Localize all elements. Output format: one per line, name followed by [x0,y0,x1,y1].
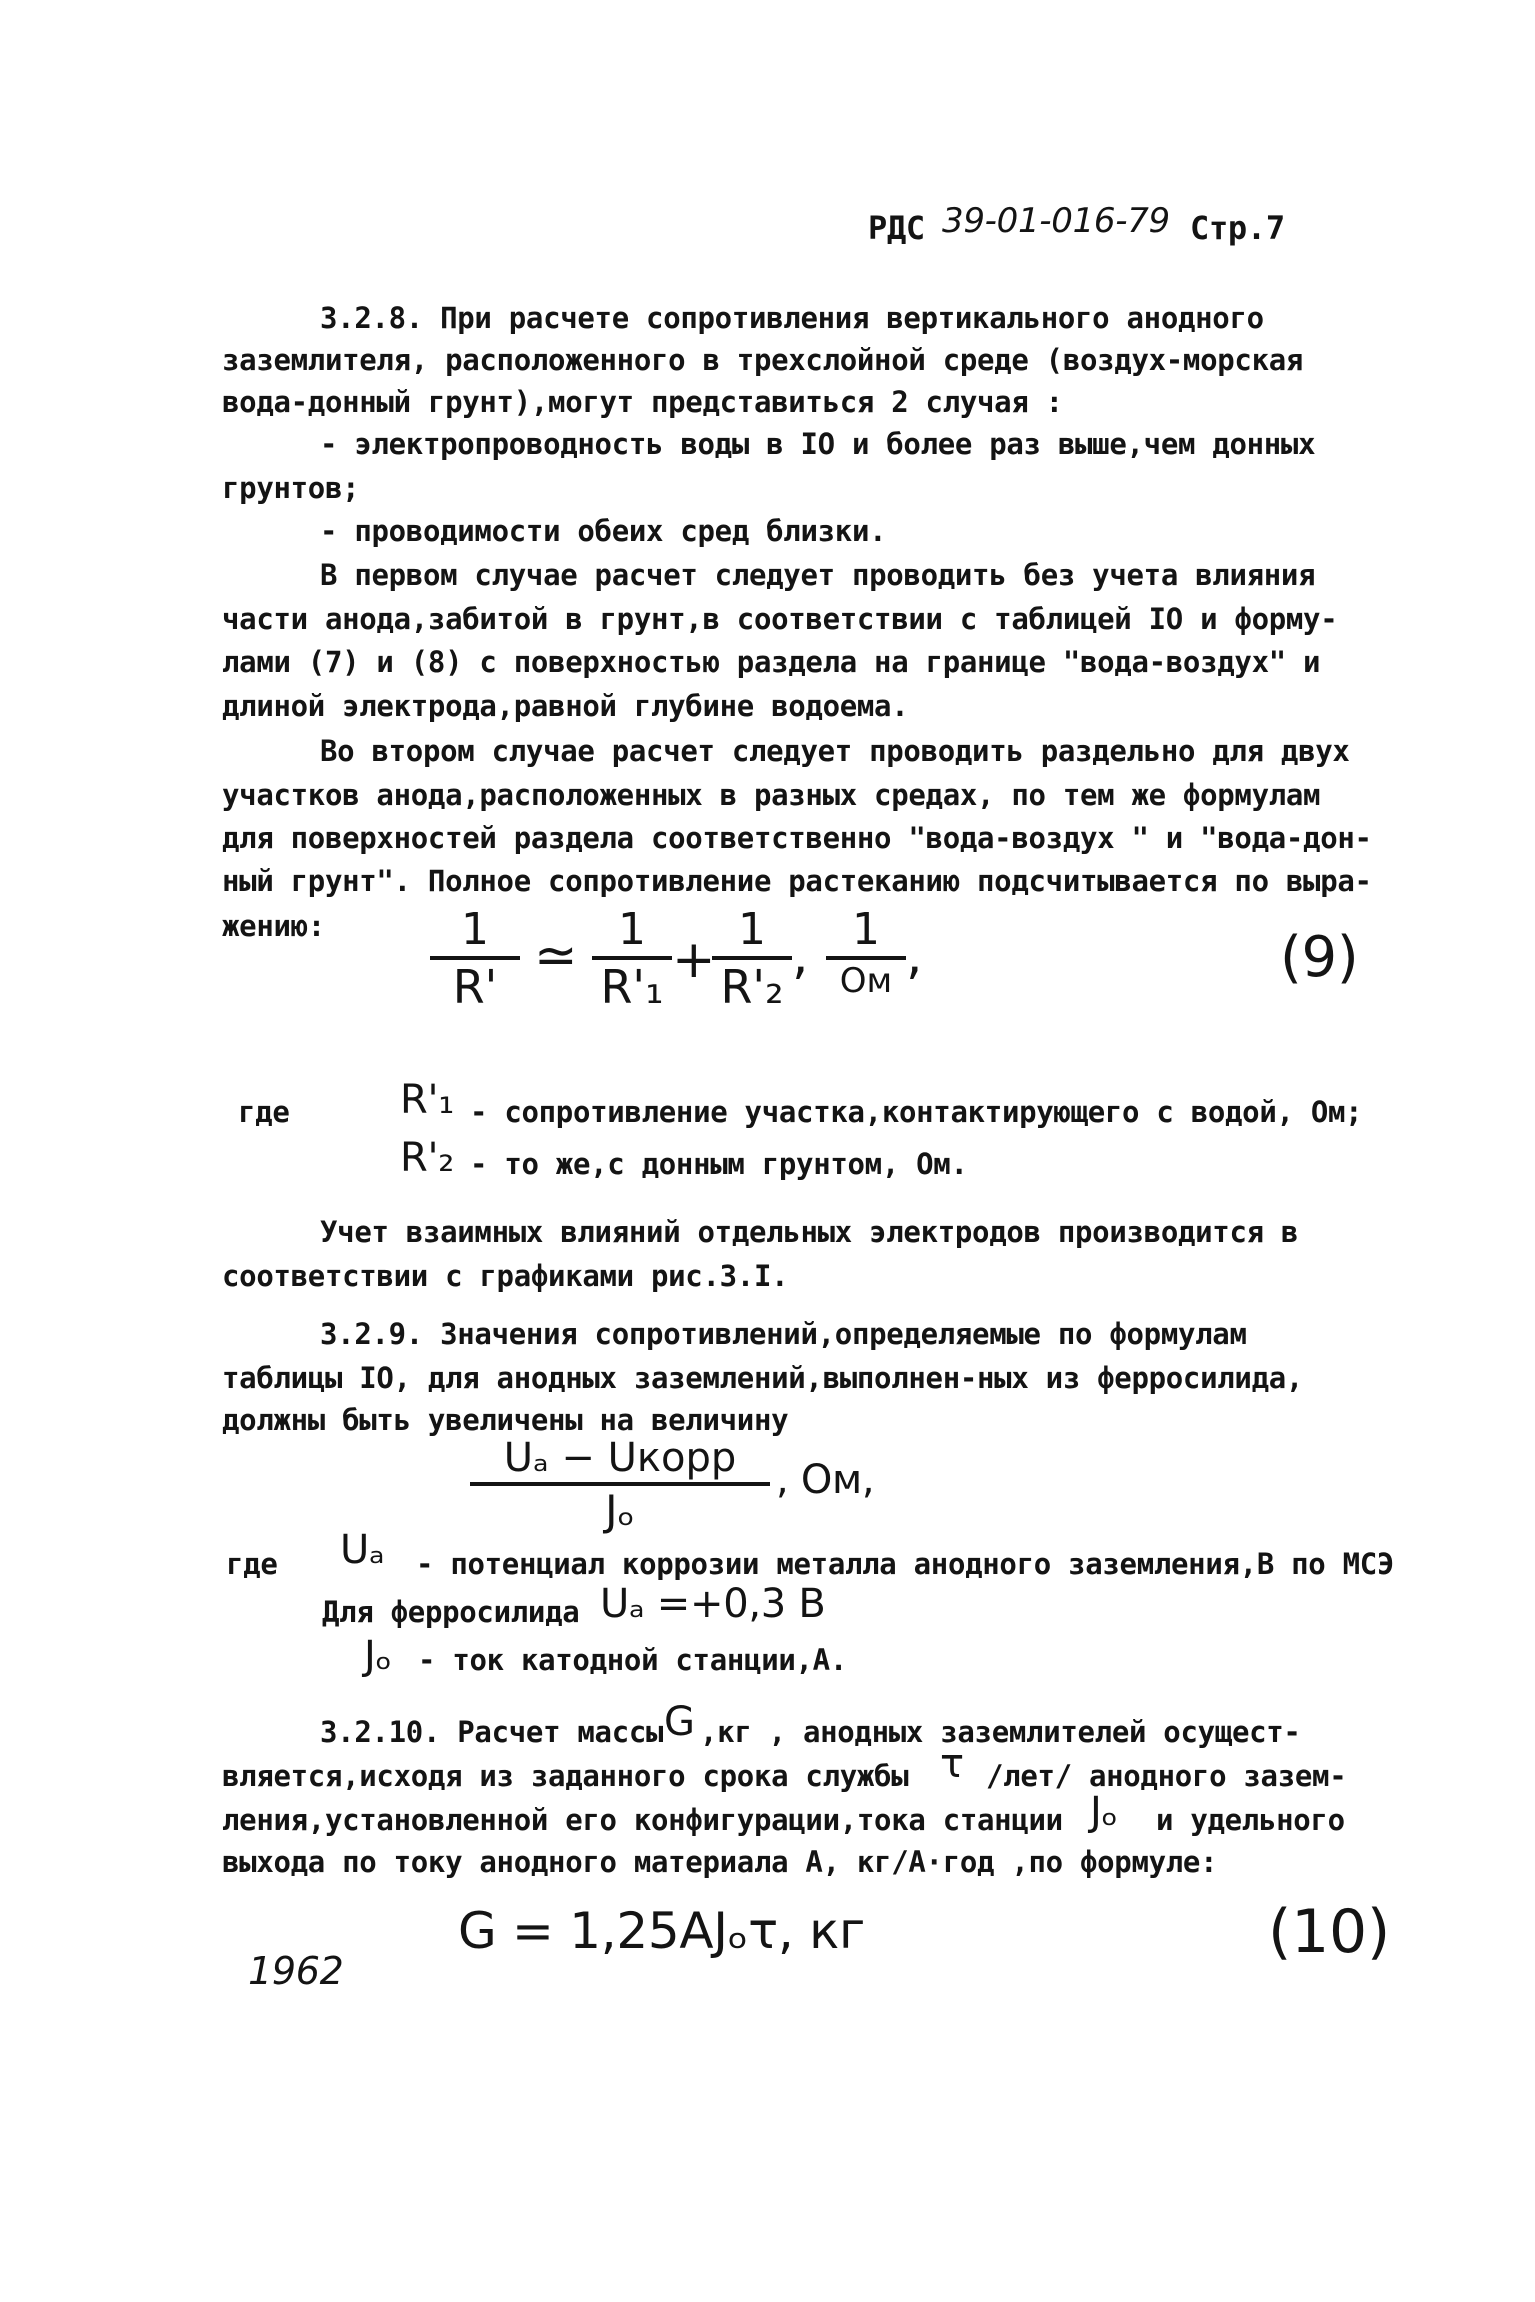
paragraph-line: выхода по току анодного материала А, кг/А·год ,по формуле: [222,1845,1218,1879]
ferrosilide-label: Для ферросилида [322,1595,580,1629]
comma: , [906,926,923,986]
paragraph-line: жению: [222,909,325,943]
definition-r1: - сопротивление участка,контактирующего с водой, Ом; [470,1095,1363,1129]
fraction-1-over-ohm [826,904,906,1001]
paragraph-line: участков анода,расположенных в разных средах, по тем же формулам [222,778,1321,812]
paragraph-line: части анода,забитой в грунт,в соответствии с таблицей IO и форму- [222,602,1338,636]
paragraph-line: 3.2.8. При расчете сопротивления вертикального анодного [320,301,1264,335]
numerator: Uₐ − Uкорр [503,1435,737,1481]
paragraph-line: Учет взаимных влияний отдельных электродов производится в [320,1215,1299,1249]
paragraph-line: для поверхностей раздела соответственно "вода-воздух " и "вода-дон- [222,821,1372,855]
symbol-jo-inline: Jₒ [1090,1789,1118,1835]
denominator: R'₂ [720,960,784,1014]
paragraph-line: длиной электрода,равной глубине водоема. [222,689,909,723]
paragraph-line: соответствии с графиками рис.3.I. [222,1259,789,1293]
symbol-r1: R'₁ [400,1077,454,1123]
denominator: Jₒ [605,1486,635,1535]
paragraph-line: - проводимости обеих сред близки. [320,514,887,548]
ohm-unit: , Ом, [776,1457,875,1503]
fraction-bar [826,956,906,960]
numerator: 1 [852,904,880,955]
fraction-1-over-r1 [592,904,672,1014]
equation-number-10: (10) [1268,1897,1390,1967]
paragraph-line: Во втором случае расчет следует проводить раздельно для двух [320,734,1350,768]
paragraph-line: вода-донный грунт),могут представиться 2 случая : [222,385,1063,419]
numerator: 1 [461,904,489,955]
approx-sign: ≃ [534,926,578,986]
where-label: где [238,1095,290,1129]
page-number: Стр.7 [1190,209,1285,247]
paragraph-line: /лет/ анодного зазем- [986,1759,1347,1793]
fraction-potential-over-current [470,1435,770,1535]
symbol-jo: Jₒ [364,1633,392,1679]
denominator: R' [452,960,498,1014]
numerator: 1 [618,904,646,955]
symbol-ua: Uₐ [340,1527,385,1573]
paragraph-line: вляется,исходя из заданного срока службы [222,1759,909,1793]
denominator: Ом [839,961,893,1001]
comma: , [792,926,809,986]
fraction-1-over-r2 [712,904,792,1014]
plus-sign: + [672,930,716,990]
symbol-g: G [664,1699,695,1745]
paragraph-line: таблицы IO, для анодных заземлений,выполнен-ных из ферросилида, [222,1361,1304,1395]
paragraph-line: заземлителя, расположенного в трехслойной среде (воздух-морская [222,343,1304,377]
paragraph-line: ный грунт". Полное сопротивление растеканию подсчитывается по выра- [222,864,1372,898]
numerator: 1 [738,904,766,955]
ferrosilide-value: Uₐ =+0,3 В [600,1581,826,1627]
formula-10: G = 1,25AJₒτ, кг [458,1902,865,1960]
paragraph-line: и удельного [1156,1803,1345,1837]
definition-r2: - то же,с донным грунтом, Ом. [470,1147,968,1181]
where-label: где [226,1547,278,1581]
equation-number-9: (9) [1280,925,1359,990]
paragraph-line: грунтов; [222,471,360,505]
paragraph-line: 3.2.10. Расчет массы [320,1715,664,1749]
doc-code-prefix: РДС [868,209,925,247]
handwritten-page-number: 1962 [248,1949,344,1993]
definition-jo: - ток катодной станции,А. [418,1643,847,1677]
paragraph-line: 3.2.9. Значения сопротивлений,определяемые по формулам [320,1317,1247,1351]
paragraph-line: лами (7) и (8) с поверхностью раздела на границе "вода-воздух" и [222,645,1321,679]
symbol-r2: R'₂ [400,1135,454,1181]
doc-code-handwritten: 39-01-016-79 [942,201,1170,241]
symbol-tau: τ [940,1741,964,1787]
paragraph-line: должны быть увеличены на величину [222,1403,789,1437]
paragraph-line: - электропроводность воды в IO и более раз выше,чем донных [320,427,1316,461]
paragraph-line: ,кг , анодных заземлителей осущест- [700,1715,1301,1749]
fraction-1-over-r [430,904,520,1014]
denominator: R'₁ [600,960,664,1014]
paragraph-line: В первом случае расчет следует проводить без учета влияния [320,558,1316,592]
definition-ua: - потенциал коррозии металла анодного заземления,В по МСЭ [416,1547,1395,1581]
paragraph-line: ления,установленной его конфигурации,тока станции [222,1803,1063,1837]
